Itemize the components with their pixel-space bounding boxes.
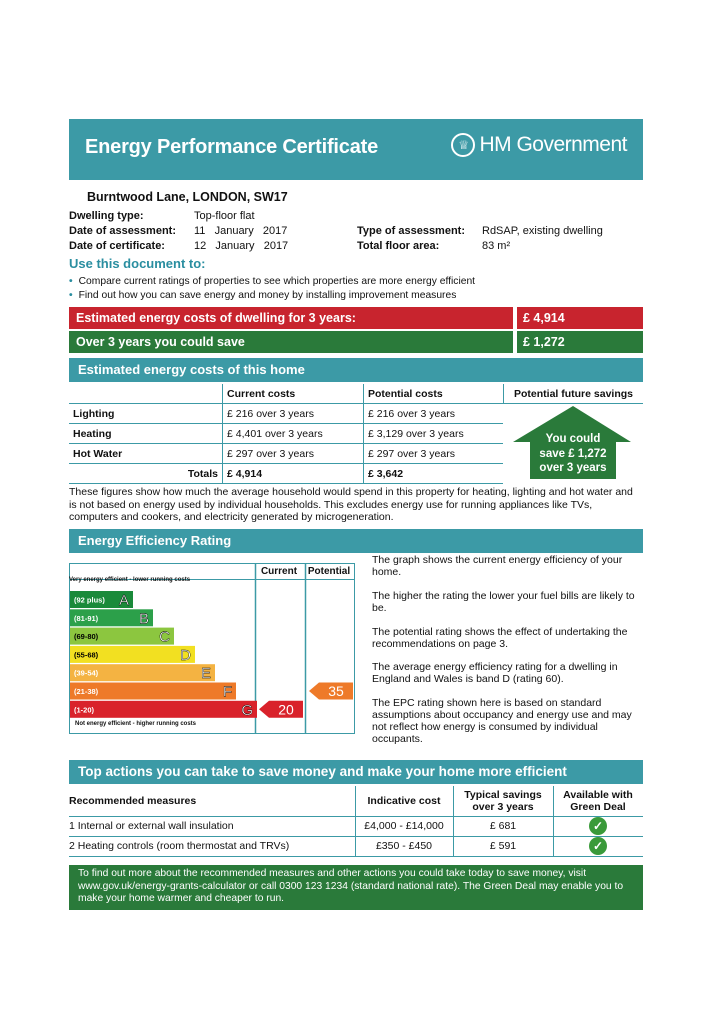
type-assessment-label: Type of assessment: — [357, 225, 466, 237]
save-label: Over 3 years you could save — [69, 331, 513, 353]
col-cost: Indicative cost — [367, 795, 441, 807]
savings-arrow-text: You could save £ 1,272 over 3 years — [539, 433, 607, 474]
bottom-note: Not energy efficient - higher running costs — [75, 721, 197, 727]
top-note: Very energy efficient - lower running costs — [69, 577, 191, 583]
col-green-deal: Available with Green Deal — [563, 789, 633, 813]
costs-header-potential: Potential costs — [364, 384, 504, 404]
row-label: Hot Water — [69, 444, 223, 464]
current-col-header: Current — [260, 566, 298, 577]
actions-section-title: Top actions you can take to save money and make your home more efficient — [69, 760, 643, 784]
row-current: £ 4,401 over 3 years — [223, 424, 364, 444]
current-rating-value: 20 — [278, 701, 294, 718]
type-assessment-value: RdSAP, existing dwelling — [482, 225, 603, 237]
rating-band-g — [70, 701, 257, 718]
saving-1: £ 681 — [489, 820, 517, 832]
potential-savings-box — [503, 384, 643, 480]
property-address: Burntwood Lane, LONDON, SW17 — [87, 190, 288, 204]
costs-note: These figures show how much the average household would spend in this property for heating, lighting and hot water and is not based on energy used by individual households. This excludes energy use for running appliances like TVs, computers and cookers, and electricity generated by microgeneration. — [69, 486, 633, 523]
band-range-label: (55-68) — [74, 650, 99, 660]
table-row — [69, 444, 503, 464]
dwelling-type-value: Top-floor flat — [194, 210, 255, 222]
costs-header-blank — [69, 384, 223, 404]
band-range-label: (39-54) — [74, 668, 99, 678]
gov-name: HM Government — [479, 133, 627, 156]
certificate-header — [69, 119, 643, 180]
save-band — [69, 331, 643, 353]
gov-logo — [451, 133, 627, 157]
row-label: Lighting — [69, 404, 223, 424]
estimated-cost-label: Estimated energy costs of dwelling for 3 years: — [69, 307, 513, 329]
band-letter-label: C — [159, 628, 170, 646]
col-measures: Recommended measures — [69, 795, 197, 807]
efficiency-section-title: Energy Efficiency Rating — [69, 529, 643, 553]
table-row-totals — [69, 464, 503, 484]
row-potential: £ 216 over 3 years — [364, 404, 504, 424]
royal-crest-icon: ♕ — [451, 133, 475, 157]
band-letter-label: G — [241, 701, 253, 719]
check-icon: ✓ — [589, 817, 607, 835]
potential-savings-title: Potential future savings — [503, 384, 643, 404]
saving-2: £ 591 — [489, 840, 517, 852]
cost-2: £350 - £450 — [375, 840, 433, 852]
totals-label: Totals — [69, 464, 223, 484]
col-savings: Typical savings over 3 years — [464, 789, 542, 813]
potential-col-header: Potential — [307, 566, 351, 577]
band-letter-label: D — [180, 646, 191, 664]
band-range-label: (81-91) — [74, 613, 99, 623]
total-potential: £ 3,642 — [364, 464, 504, 484]
cost-1: £4,000 - £14,000 — [364, 820, 444, 832]
band-range-label: (69-80) — [74, 632, 99, 642]
actions-table — [69, 786, 643, 856]
table-row — [69, 424, 503, 444]
band-range-label: (21-38) — [74, 687, 99, 696]
save-value: £ 1,272 — [517, 331, 643, 353]
check-icon: ✓ — [589, 837, 607, 855]
estimated-cost-value: £ 4,914 — [517, 307, 643, 329]
rating-text-5: The EPC rating shown here is based on standard assumptions about occupancy and energy use and may not reflect how energy is consumed by individual occupants. — [372, 697, 632, 745]
measure-2: 2 Heating controls (room thermostat and TRVs) — [69, 840, 290, 852]
costs-header-current: Current costs — [223, 384, 364, 404]
rating-text-3: The potential rating shows the effect of undertaking the recommendations on page 3. — [372, 626, 628, 650]
row-potential: £ 297 over 3 years — [364, 444, 504, 464]
measure-1: 1 Internal or external wall insulation — [69, 820, 234, 832]
band-range-label: (92 plus) — [74, 595, 105, 605]
total-current: £ 4,914 — [223, 464, 364, 484]
band-letter-label: F — [222, 683, 232, 701]
row-potential: £ 3,129 over 3 years — [364, 424, 504, 444]
band-range-label: (1-20) — [74, 705, 95, 715]
date-certificate-value: 12 January 2017 — [194, 240, 289, 252]
row-label: Heating — [69, 424, 223, 444]
certificate-title: Energy Performance Certificate — [85, 136, 379, 158]
row-current: £ 216 over 3 years — [223, 404, 364, 424]
date-assessment-label: Date of assessment: — [69, 225, 176, 237]
band-letter-label: B — [138, 610, 149, 628]
rating-text-1: The graph shows the current energy efficiency of your home. — [372, 554, 623, 578]
green-deal-1 — [553, 816, 643, 836]
use-bullet: • Compare current ratings of properties to see which properties are more energy efficient — [69, 276, 476, 287]
dwelling-type-label: Dwelling type: — [69, 210, 144, 222]
date-assessment-value: 11 January 2017 — [194, 225, 288, 237]
use-bullet: • Find out how you can save energy and money by installing improvement measures — [69, 290, 457, 301]
date-certificate-label: Date of certificate: — [69, 240, 165, 252]
rating-text-4: The average energy efficiency rating for a dwelling in England and Wales is band D (rating 60). — [372, 661, 618, 685]
use-document-title: Use this document to: — [69, 256, 206, 271]
green-deal-2 — [553, 836, 643, 856]
rating-chart — [69, 553, 355, 735]
table-row — [69, 404, 503, 424]
rating-text-2: The higher the rating the lower your fuel bills are likely to be. — [372, 590, 635, 614]
row-current: £ 297 over 3 years — [223, 444, 364, 464]
estimated-cost-band — [69, 307, 643, 329]
potential-rating-value: 35 — [328, 683, 344, 699]
floor-area-label: Total floor area: — [357, 240, 440, 252]
footer-note: To find out more about the recommended measures and other actions you could take today to save money, visit www.gov.uk/energy-grants-calculator or call 0300 123 1234 (standard national rate). The Green Deal may enable you to make your home warmer and cheaper to run. — [69, 865, 643, 910]
costs-table — [69, 384, 503, 484]
floor-area-value: 83 m² — [482, 240, 511, 252]
costs-section-title: Estimated energy costs of this home — [69, 358, 643, 382]
band-letter-label: E — [200, 665, 211, 683]
band-letter-label: A — [118, 592, 129, 609]
